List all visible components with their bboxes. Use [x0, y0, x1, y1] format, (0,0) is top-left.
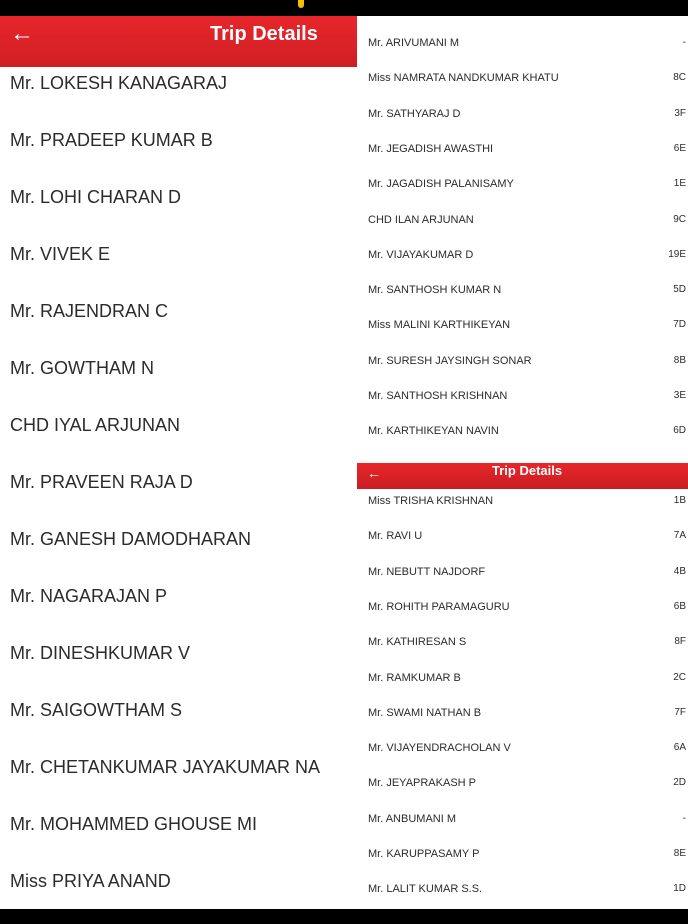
- passenger-name: Mr. LOKESH KANAGARAJ: [10, 73, 228, 93]
- seat-number: 8E: [673, 848, 686, 859]
- passenger-name: CHD IYAL ARJUNAN: [10, 415, 181, 435]
- passenger-name: Mr. LOHI CHARAN D: [10, 187, 182, 207]
- seat-number: 3E: [673, 390, 686, 401]
- arrow-left-icon[interactable]: ←: [10, 20, 34, 47]
- passenger-name: Mr. CHETANKUMAR JAYAKUMAR NA: [10, 757, 321, 777]
- passenger-name: Mr. KATHIRESAN S: [368, 636, 467, 649]
- bottom-black-bar: [0, 909, 688, 924]
- passenger-name: Mr. VIVEK E: [10, 244, 111, 264]
- passenger-name: Mr. KARUPPASAMY P: [368, 848, 480, 860]
- passenger-name: Mr. KARTHIKEYAN NAVIN: [368, 425, 499, 438]
- seat-number: 1B: [673, 495, 686, 506]
- seat-number: 8F: [674, 636, 686, 648]
- passenger-name: Mr. SAIGOWTHAM S: [10, 700, 183, 720]
- passenger-name: Mr. ARIVUMANI M: [368, 37, 460, 49]
- seat-number: 6D: [673, 425, 686, 437]
- passenger-name: Mr. RAJENDRAN C: [10, 301, 169, 321]
- arrow-left-icon[interactable]: ←: [367, 465, 381, 481]
- passenger-name: Mr. DINESHKUMAR V: [10, 643, 191, 663]
- seat-number: 7D: [673, 319, 686, 331]
- passenger-name: Mr. MOHAMMED GHOUSE MI: [10, 814, 257, 834]
- passenger-name: Miss TRISHA KRISHNAN: [368, 495, 494, 507]
- seat-number: 4B: [673, 565, 686, 577]
- passenger-name: Mr. SWAMI NATHAN B: [368, 706, 482, 719]
- passenger-name: Mr. RAMKUMAR B: [368, 671, 461, 684]
- header-title: Trip Details: [492, 463, 563, 478]
- status-indicator: [298, 0, 304, 8]
- passenger-name: Mr. JAGADISH PALANISAMY: [368, 178, 514, 191]
- seat-number: 6E: [673, 142, 686, 154]
- passenger-name: Mr. ROHITH PARAMAGURU: [368, 600, 510, 613]
- trip-details-header: [0, 16, 357, 67]
- top-black-bar: [0, 0, 688, 16]
- passenger-name: Mr. VIJAYENDRACHOLAN V: [368, 742, 511, 755]
- passenger-name: Mr. NEBUTT NAJDORF: [368, 565, 486, 578]
- seat-number: 9C: [673, 213, 686, 225]
- passenger-name: Mr. SANTHOSH KUMAR N: [368, 284, 502, 297]
- seat-number: 6A: [673, 742, 686, 754]
- right-top-trip-details-screen: [357, 16, 688, 463]
- seat-number: -: [682, 37, 686, 48]
- passenger-name: Mr. ANBUMANI M: [368, 812, 457, 825]
- trip-details-header: [357, 463, 688, 489]
- seat-number: -: [682, 812, 686, 824]
- passenger-name: Mr. GANESH DAMODHARAN: [10, 529, 252, 549]
- right-bottom-trip-details-screen: [357, 463, 688, 909]
- seat-number: 2C: [673, 671, 686, 683]
- passenger-name: Mr. PRADEEP KUMAR B: [10, 130, 213, 150]
- seat-number: 8B: [673, 354, 686, 366]
- seat-number: 8C: [673, 72, 686, 84]
- passenger-name: Mr. JEYAPRAKASH P: [368, 777, 476, 790]
- passenger-name: Mr. NAGARAJAN P: [10, 586, 168, 606]
- passenger-name: Miss PRIYA ANAND: [10, 871, 171, 891]
- header-title: Trip Details: [210, 23, 318, 45]
- seat-number: 1D: [673, 883, 686, 895]
- passenger-name: Mr. SURESH JAYSINGH SONAR: [368, 354, 532, 367]
- seat-number: 3F: [674, 107, 686, 119]
- left-trip-details-screen: [0, 16, 357, 909]
- seat-number: 1E: [673, 178, 686, 190]
- passenger-name: Mr. SATHYARAJ D: [368, 107, 461, 120]
- passenger-name: Mr. JEGADISH AWASTHI: [368, 142, 494, 155]
- seat-number: 2D: [673, 777, 686, 789]
- seat-number: 6B: [673, 600, 686, 612]
- passenger-name: Mr. SANTHOSH KRISHNAN: [368, 390, 508, 402]
- passenger-name: Mr. VIJAYAKUMAR D: [368, 248, 474, 261]
- passenger-name: Mr. PRAVEEN RAJA D: [10, 472, 193, 492]
- passenger-name: CHD ILAN ARJUNAN: [368, 213, 474, 226]
- seat-number: 5D: [673, 284, 686, 296]
- seat-number: 7A: [673, 530, 686, 542]
- passenger-name: Mr. GOWTHAM N: [10, 358, 154, 378]
- seat-number: 7F: [674, 706, 686, 718]
- seat-number: 19E: [668, 248, 686, 260]
- passenger-name: Mr. RAVI U: [368, 530, 423, 543]
- passenger-name: Miss MALINI KARTHIKEYAN: [368, 319, 511, 332]
- passenger-name: Mr. LALIT KUMAR S.S.: [368, 883, 483, 896]
- passenger-name: Miss NAMRATA NANDKUMAR KHATU: [368, 72, 559, 85]
